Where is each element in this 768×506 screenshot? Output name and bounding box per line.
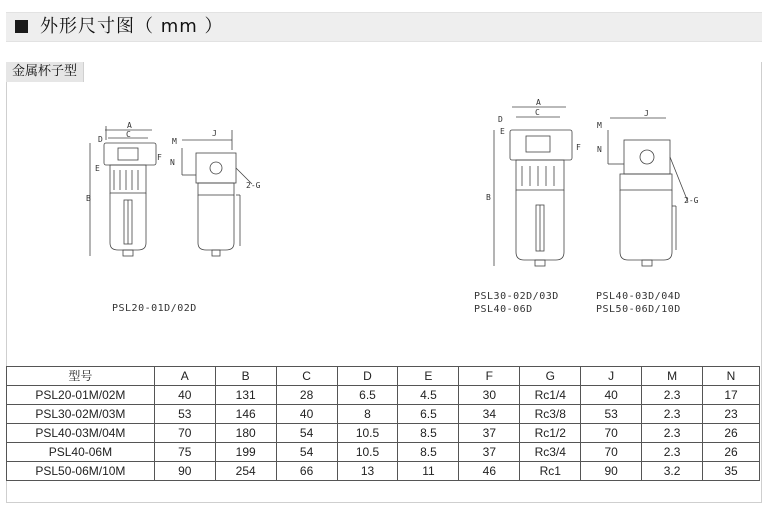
table-row — [7, 462, 760, 481]
column-header: N — [703, 367, 760, 386]
table-cell: 26 — [703, 443, 760, 462]
caption-psl40-03: PSL40-03D/04D — [596, 291, 681, 302]
table-cell: 40 — [581, 386, 642, 405]
table-cell: 11 — [398, 462, 459, 481]
table-row — [7, 424, 760, 443]
svg-text:D: D — [498, 115, 503, 124]
column-header: G — [520, 367, 581, 386]
page-title: 外形尺寸图（ mm ） — [40, 16, 224, 37]
dim-label-a: A — [127, 121, 132, 130]
table-cell: Rc1/4 — [520, 386, 581, 405]
caption-psl50: PSL50-06D/10D — [596, 304, 681, 315]
dim-label-d: D — [98, 135, 103, 144]
table-cell: Rc3/8 — [520, 405, 581, 424]
dimension-table — [6, 366, 760, 481]
table-cell: 75 — [154, 443, 215, 462]
caption-psl30: PSL30-02D/03D — [474, 291, 559, 302]
column-header: B — [215, 367, 276, 386]
table-cell: PSL20-01M/02M — [7, 386, 155, 405]
dim-label-c: C — [126, 130, 131, 139]
table-cell: 2.3 — [642, 405, 703, 424]
table-cell: 10.5 — [337, 424, 398, 443]
table-cell: 90 — [154, 462, 215, 481]
table-cell: 13 — [337, 462, 398, 481]
table-cell: 46 — [459, 462, 520, 481]
svg-text:J: J — [644, 109, 649, 118]
svg-text:E: E — [500, 127, 505, 136]
table-cell: 6.5 — [398, 405, 459, 424]
dim-label-g: 2-G — [246, 181, 261, 190]
column-header: J — [581, 367, 642, 386]
table-cell: 8.5 — [398, 443, 459, 462]
table-cell: 54 — [276, 424, 337, 443]
svg-text:B: B — [486, 193, 491, 202]
table-cell: PSL50-06M/10M — [7, 462, 155, 481]
table-cell: PSL30-02M/03M — [7, 405, 155, 424]
table-cell: 90 — [581, 462, 642, 481]
column-header: A — [154, 367, 215, 386]
caption-psl20: PSL20-01D/02D — [112, 303, 197, 314]
table-cell: 2.3 — [642, 424, 703, 443]
column-header: C — [276, 367, 337, 386]
table-cell: 17 — [703, 386, 760, 405]
table-cell: 8 — [337, 405, 398, 424]
table-cell: 8.5 — [398, 424, 459, 443]
table-row — [7, 405, 760, 424]
drawing-psl20-front — [90, 126, 156, 256]
dim-label-n: N — [170, 158, 175, 167]
drawing-psl20-side — [182, 130, 252, 256]
dim-label-b: B — [86, 194, 91, 203]
table-row — [7, 386, 760, 405]
caption-psl40-06: PSL40-06D — [474, 304, 533, 315]
table-cell: 40 — [154, 386, 215, 405]
table-cell: 254 — [215, 462, 276, 481]
svg-text:F: F — [576, 143, 581, 152]
table-cell: 30 — [459, 386, 520, 405]
table-header-row — [7, 367, 760, 386]
svg-text:A: A — [536, 98, 541, 107]
drawing-psl40-side — [608, 118, 688, 266]
table-cell: 146 — [215, 405, 276, 424]
table-cell: 3.2 — [642, 462, 703, 481]
table-cell: 40 — [276, 405, 337, 424]
table-cell: 54 — [276, 443, 337, 462]
table-cell: 131 — [215, 386, 276, 405]
table-cell: 4.5 — [398, 386, 459, 405]
table-row — [7, 443, 760, 462]
table-cell: 66 — [276, 462, 337, 481]
column-header: D — [337, 367, 398, 386]
table-cell: 53 — [154, 405, 215, 424]
table-cell: 35 — [703, 462, 760, 481]
table-cell: 2.3 — [642, 386, 703, 405]
table-cell: 10.5 — [337, 443, 398, 462]
table-cell: 70 — [154, 424, 215, 443]
table-cell: 28 — [276, 386, 337, 405]
table-cell: 34 — [459, 405, 520, 424]
table-cell: 53 — [581, 405, 642, 424]
column-header: M — [642, 367, 703, 386]
column-header: 型号 — [7, 367, 155, 386]
table-cell: 199 — [215, 443, 276, 462]
svg-text:N: N — [597, 145, 602, 154]
table-cell: 70 — [581, 424, 642, 443]
table-cell: Rc3/4 — [520, 443, 581, 462]
dim-label-m: M — [172, 137, 177, 146]
dim-label-e: E — [95, 164, 100, 173]
column-header: F — [459, 367, 520, 386]
drawing-psl30-front — [494, 107, 572, 266]
svg-text:C: C — [535, 108, 540, 117]
svg-text:2-G: 2-G — [684, 196, 699, 205]
dim-label-j: J — [212, 129, 217, 138]
section-tag: 金属杯子型 — [6, 62, 84, 82]
column-header: E — [398, 367, 459, 386]
table-cell: 37 — [459, 424, 520, 443]
svg-text:M: M — [597, 121, 602, 130]
table-cell: 6.5 — [337, 386, 398, 405]
table-cell: PSL40-06M — [7, 443, 155, 462]
table-cell: 70 — [581, 443, 642, 462]
table-cell: 37 — [459, 443, 520, 462]
table-cell: 26 — [703, 424, 760, 443]
table-cell: Rc1 — [520, 462, 581, 481]
table-cell: 23 — [703, 405, 760, 424]
dim-label-f: F — [157, 153, 162, 162]
table-cell: 2.3 — [642, 443, 703, 462]
table-cell: 180 — [215, 424, 276, 443]
table-cell: PSL40-03M/04M — [7, 424, 155, 443]
table-cell: Rc1/2 — [520, 424, 581, 443]
